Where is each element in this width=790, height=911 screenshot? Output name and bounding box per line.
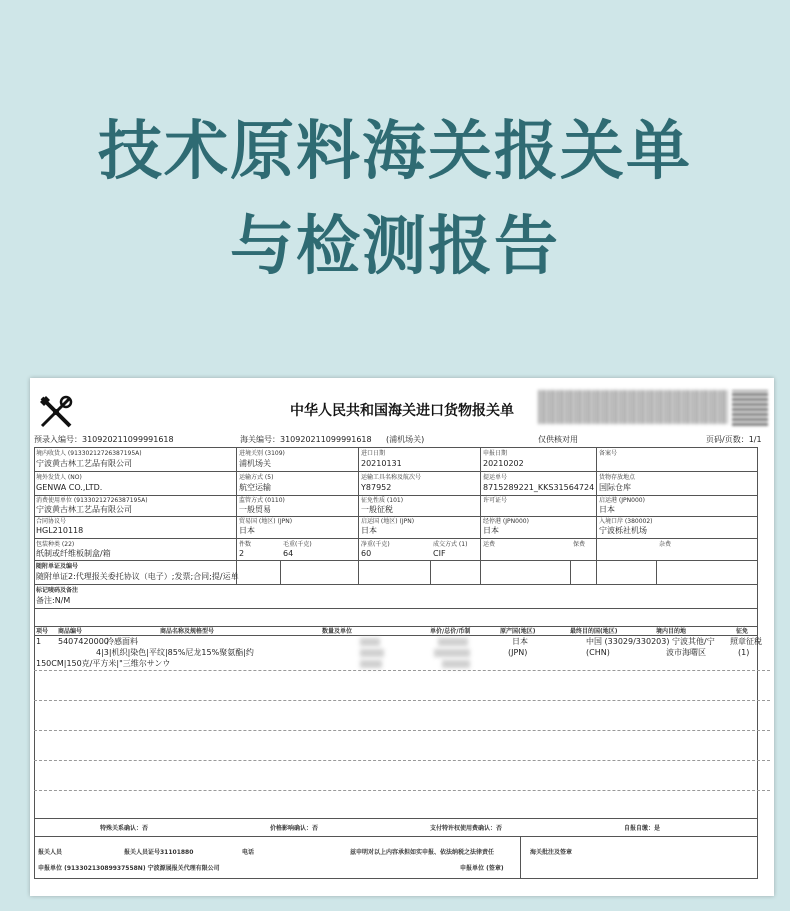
- goods-header-domestic: 境内目的地: [656, 628, 687, 635]
- goods-dest: 中国 (33029/330203) 宁波其他/宁: [586, 637, 715, 646]
- goods-header-dest: 最终目的国(地区): [570, 628, 618, 635]
- depart-country: 日本: [361, 526, 377, 535]
- blurred-price: [434, 649, 470, 657]
- goods-header-qty: 数量及单位: [322, 628, 353, 635]
- declarant-number: 报关人员证号31101880: [124, 849, 194, 856]
- levy: 一般征税: [361, 505, 393, 514]
- banner-title-line1: 技术原料海关报关单: [98, 115, 692, 189]
- goods-domestic: 波市海曙区: [666, 648, 706, 657]
- goods-code: 5407420000: [58, 637, 109, 646]
- import-date-label: 进口日期: [361, 450, 386, 457]
- pack: 纸制或纤维板制盒/箱: [36, 549, 111, 558]
- customs-note: 海关批注及签章: [530, 849, 573, 856]
- insurance-label: 保费: [573, 541, 586, 548]
- contract: HGL210118: [36, 526, 84, 535]
- goods-origin: 日本: [512, 637, 528, 646]
- trade-country: 日本: [239, 526, 255, 535]
- special-relation: 特殊关系确认：否: [100, 825, 149, 832]
- via-port: 日本: [483, 526, 499, 535]
- user-label: 消费使用单位 (91330212726387195A): [36, 497, 148, 504]
- vehicle-label: 运输工具名称及航次号: [361, 474, 422, 481]
- goods-header-levy: 征免: [736, 628, 749, 635]
- pieces-label: 件数: [239, 541, 252, 548]
- declare-date: 20210202: [483, 459, 524, 468]
- attach: 随附单证2:代理报关委托协议（电子）;发票;合同;提/运单: [36, 572, 239, 581]
- deal-label: 成交方式 (1): [433, 541, 468, 548]
- freight-label: 运费: [483, 541, 496, 548]
- storage-label: 货物存放地点: [599, 474, 636, 481]
- user: 宁波黄古林工艺品有限公司: [36, 505, 132, 514]
- page-count: 页码/页数：1/1: [706, 435, 762, 444]
- gross-label: 毛重(千克): [283, 541, 312, 548]
- goods-dest-code: (CHN): [586, 648, 610, 657]
- royalty: 支付特许权使用费确认：否: [430, 825, 503, 832]
- supervision: 一般贸易: [239, 505, 271, 514]
- goods-origin-code: (JPN): [508, 648, 528, 657]
- supervision-label: 监管方式 (0110): [239, 497, 285, 504]
- legal-statement: 兹申明对以上内容承担如实申报、依法纳税之法律责任: [350, 849, 495, 856]
- bill-label: 提运单号: [483, 474, 508, 481]
- goods-levy: 照章征税: [730, 637, 762, 646]
- blurred-quantity: [360, 660, 382, 668]
- net-label: 净重(千克): [361, 541, 390, 548]
- blurred-quantity: [360, 649, 384, 657]
- entry-customs: 浦机场关: [239, 459, 271, 468]
- goods-header-origin: 原产国(地区): [500, 628, 536, 635]
- goods-name: 冷感面料: [106, 637, 138, 646]
- price-impact: 价格影响确认：否: [270, 825, 319, 832]
- transport-label: 运输方式 (5): [239, 474, 274, 481]
- self-report: 自报自缴：是: [624, 825, 661, 832]
- goods-spec-line2: 150CM|150克/平方米|"三维尔サンウ: [36, 659, 171, 668]
- phone-label: 电话: [242, 849, 255, 856]
- entry-customs-label: 进境关别 (3109): [239, 450, 285, 457]
- entry-port-label: 入境口岸 (380002): [599, 518, 653, 525]
- marks-label: 标记唛码及备注: [36, 587, 79, 594]
- marks: 备注:N/M: [36, 596, 71, 605]
- blurred-qr-code: [732, 390, 768, 426]
- trade-country-label: 贸易国 (地区) (JPN): [239, 518, 293, 525]
- via-port-label: 经停港 (JPN000): [483, 518, 529, 525]
- declare-unit: 申报单位 (91330213089937558N) 宁波源展报关代理有限公司: [38, 865, 220, 872]
- goods-header-name: 商品名称及规格型号: [160, 628, 215, 635]
- goods-idx: 1: [36, 637, 42, 646]
- blurred-quantity: [360, 638, 380, 646]
- port-note: (浦机场关): [386, 435, 425, 444]
- origin-port: 日本: [599, 505, 615, 514]
- consignor-label: 境外发货人 (NO): [36, 474, 82, 481]
- blurred-price: [438, 638, 468, 646]
- bill: 8715289221_KKS31564724: [483, 483, 595, 492]
- verify-note: 仅供核对用: [538, 435, 578, 444]
- declare-unit-sign: 申报单位 (签章): [460, 865, 504, 872]
- levy-label: 征免性质 (101): [361, 497, 404, 504]
- deal: CIF: [433, 549, 446, 558]
- gross: 64: [283, 549, 294, 558]
- consignee-label: 境内收货人 (91330212726387195A): [36, 450, 142, 457]
- pack-label: 包装种类 (22): [36, 541, 75, 548]
- goods-levy-code: (1): [738, 648, 750, 657]
- pieces: 2: [239, 549, 245, 558]
- banner-title-line2: 与检测报告: [230, 210, 560, 284]
- transport: 航空运输: [239, 483, 271, 492]
- declare-date-label: 申报日期: [483, 450, 508, 457]
- consignee: 宁波黄古林工艺品有限公司: [36, 459, 132, 468]
- form-title: 中华人民共和国海关进口货物报关单: [290, 403, 514, 419]
- customs-declaration-form: [30, 378, 774, 896]
- vehicle: Y87952: [361, 483, 392, 492]
- record-label: 备案号: [599, 450, 618, 457]
- goods-spec-line1: 4|3|机织|染色|平纹|85%尼龙15%聚氨酯|约: [96, 648, 254, 657]
- goods-header-price: 单价/总价/币制: [430, 628, 471, 635]
- attach-label: 随附单证及编号: [36, 563, 79, 570]
- license-label: 许可证号: [483, 497, 508, 504]
- storage: 国际仓库: [599, 483, 631, 492]
- entry-port: 宁波栎社机场: [599, 526, 647, 535]
- depart-country-label: 启运国 (地区) (JPN): [361, 518, 415, 525]
- consignor: GENWA CO.,LTD.: [36, 483, 103, 492]
- blurred-price: [442, 660, 470, 668]
- origin-port-label: 启运港 (JPN000): [599, 497, 645, 504]
- net: 60: [361, 549, 372, 558]
- goods-header-idx: 项号: [36, 628, 49, 635]
- pre-entry-number: 预录入编号：310920211099991618: [34, 435, 174, 444]
- blurred-barcode: [538, 390, 728, 424]
- customs-number: 海关编号：310920211099991618: [240, 435, 372, 444]
- contract-label: 合同协议号: [36, 518, 67, 525]
- goods-header-code: 商品编号: [58, 628, 83, 635]
- misc-label: 杂费: [659, 541, 672, 548]
- declarant-label: 报关人员: [38, 849, 63, 856]
- import-date: 20210131: [361, 459, 402, 468]
